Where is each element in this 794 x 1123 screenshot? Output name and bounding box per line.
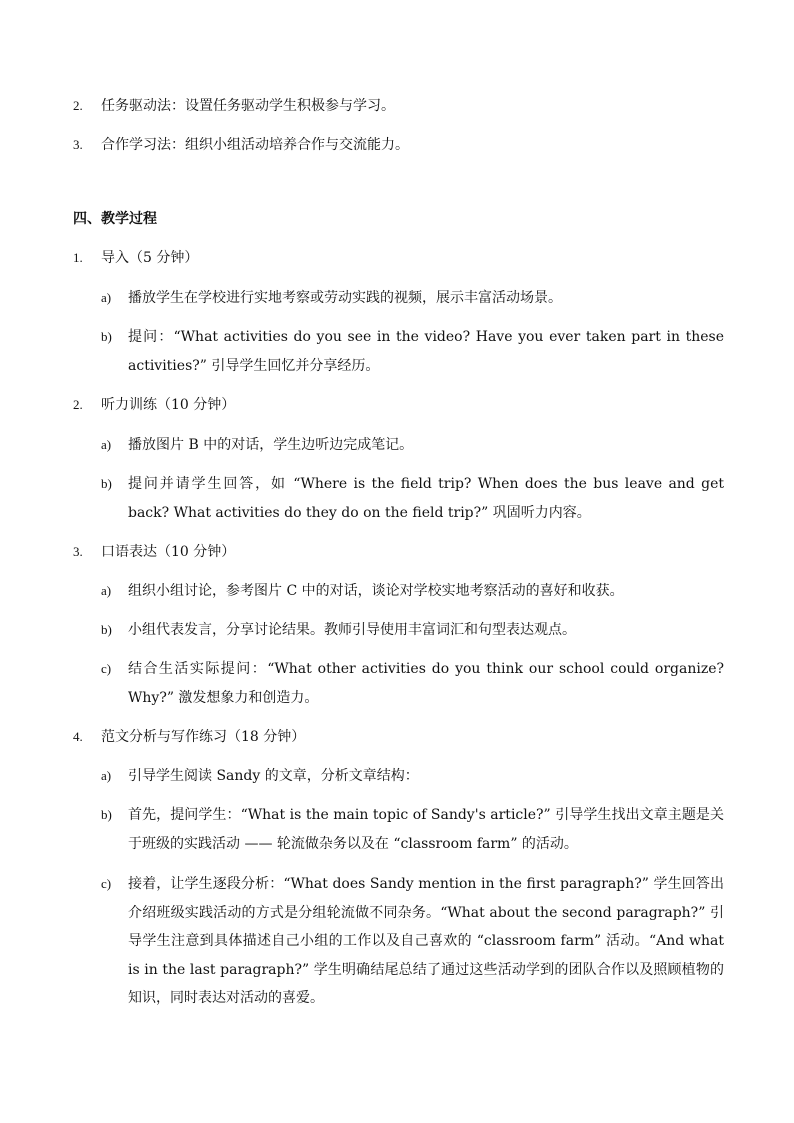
item-label: a): [101, 583, 112, 598]
step-number: 4.: [73, 729, 83, 744]
item-text: 播放学生在学校进行实地考察或劳动实践的视频，展示丰富活动场景。: [128, 290, 562, 306]
step-number: 3.: [73, 544, 83, 559]
step-number: 2.: [73, 397, 83, 412]
item-label: b): [101, 622, 112, 637]
item-text: 结合生活实际提问：“What other activities do you think our school could organize? Why?” 激发想象力和创造力。: [128, 661, 724, 706]
item-text: 播放图片 B 中的对话，学生边听边完成笔记。: [128, 437, 414, 453]
item-label: b): [101, 329, 112, 344]
section-heading: 四、教学过程: [73, 211, 157, 227]
item-label: b): [101, 476, 112, 491]
method-text: 任务驱动法：设置任务驱动学生积极参与学习。: [101, 98, 395, 114]
item-text: 提问并请学生回答，如 “Where is the field trip? When does the bus leave and get back? What activities do they do on the field trip?” 巩固听力内容。: [128, 476, 724, 521]
item-text: 小组代表发言，分享讨论结果。教师引导使用丰富词汇和句型表达观点。: [128, 622, 576, 638]
item-label: a): [101, 768, 112, 783]
step-title: 范文分析与写作练习（18 分钟）: [101, 729, 306, 745]
method-number: 2.: [73, 98, 83, 113]
item-text: 提问：“What activities do you see in the video? Have you ever taken part in these activities?” 引导学生回忆并分享经历。: [128, 329, 724, 374]
item-label: b): [101, 807, 112, 822]
method-number: 3.: [73, 137, 83, 152]
item-label: a): [101, 437, 112, 452]
step-title: 听力训练（10 分钟）: [101, 397, 236, 413]
item-label: c): [101, 661, 112, 676]
step-number: 1.: [73, 250, 83, 265]
item-text: 接着，让学生逐段分析：“What does Sandy mention in the first paragraph?” 学生回答出介绍班级实践活动的方式是分组轮流做不同杂务。“What about the second paragraph?” 引导学生注意到具体描述自己小组的工作以及自己喜欢的 “classroom farm” 活动。“And what is in the last paragraph?” 学生明确结尾总结了通过这些活动学到的团队合作以及照顾植物的知识，同时表达对活动的喜爱。: [128, 876, 724, 1006]
method-text: 合作学习法：组织小组活动培养合作与交流能力。: [101, 137, 409, 153]
item-text: 首先，提问学生：“What is the main topic of Sandy's article?” 引导学生找出文章主题是关于班级的实践活动 —— 轮流做杂务以及在 “classroom farm” 的活动。: [128, 807, 724, 852]
item-text: 引导学生阅读 Sandy 的文章，分析文章结构：: [128, 768, 419, 784]
step-title: 口语表达（10 分钟）: [101, 544, 236, 560]
item-label: a): [101, 290, 112, 305]
step-title: 导入（5 分钟）: [101, 250, 199, 266]
item-label: c): [101, 876, 112, 891]
item-text: 组织小组讨论，参考图片 C 中的对话，谈论对学校实地考察活动的喜好和收获。: [128, 583, 624, 599]
